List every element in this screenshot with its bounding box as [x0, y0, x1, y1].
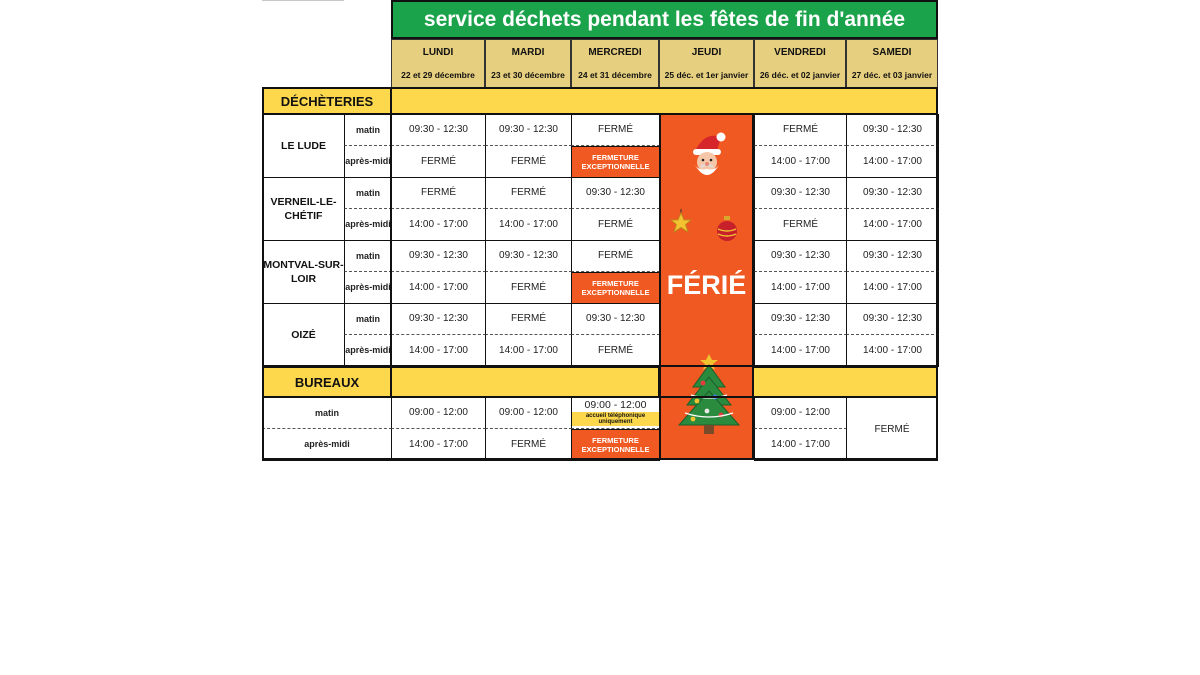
day-dates: 22 et 29 décembre	[401, 70, 475, 80]
day-header-2	[571, 39, 659, 88]
time-cell: FERMÉ	[391, 146, 486, 179]
time-cell: FERMÉ	[485, 177, 572, 209]
holiday-label: FÉRIÉ	[666, 270, 747, 300]
time-cell: 14:00 - 17:00	[391, 429, 486, 462]
time-cell: FERMÉ	[485, 272, 572, 305]
period-label: matin	[344, 303, 392, 335]
closure-cell: FERMETURE EXCEPTIONNELLE	[571, 272, 660, 305]
day-dates: 25 déc. et 1er janvier	[664, 70, 749, 80]
time-cell: 14:00 - 17:00	[391, 335, 486, 368]
holiday-column	[659, 113, 754, 460]
period-label: matin	[344, 240, 392, 272]
day-name: VENDREDI	[774, 47, 826, 58]
phone-only-badge: accueil téléphonique uniquement	[572, 412, 659, 426]
time-cell: 09:30 - 12:30	[846, 303, 939, 335]
time-cell: 14:00 - 17:00	[754, 335, 847, 368]
bureaux-label: BUREAUX	[262, 366, 392, 398]
period-label: après-midi	[344, 146, 392, 179]
time-cell: 14:00 - 17:00	[391, 209, 486, 242]
day-header-1	[485, 39, 571, 88]
day-name: JEUDI	[691, 47, 722, 58]
time-cell: 09:30 - 12:30	[485, 114, 572, 146]
bureaux-band-left	[390, 366, 660, 398]
time-cell: 14:00 - 17:00	[754, 146, 847, 179]
saturday-closed-cell: FERMÉ	[846, 397, 938, 461]
period-label: après-midi	[344, 272, 392, 305]
time-cell: FERMÉ	[571, 209, 660, 242]
time-cell: 14:00 - 17:00	[485, 335, 572, 368]
time-cell: 14:00 - 17:00	[846, 209, 939, 242]
time-cell: 09:30 - 12:30	[485, 240, 572, 272]
closure-cell: FERMETURE EXCEPTIONNELLE	[571, 146, 660, 179]
time-cell: 09:30 - 12:30	[571, 177, 660, 209]
time-cell: 09:00 - 12:00	[391, 397, 486, 429]
page-title: service déchets pendant les fêtes de fin d'année	[391, 0, 938, 39]
period-label: matin	[262, 397, 392, 429]
period-label: après-midi	[344, 209, 392, 242]
time-cell: 09:30 - 12:30	[754, 303, 847, 335]
time-cell: FERMÉ	[571, 114, 660, 146]
time-cell: 09:30 - 12:30	[571, 303, 660, 335]
period-label: après-midi	[262, 429, 392, 462]
time-cell: 09:30 - 12:30	[846, 177, 939, 209]
time-cell: 14:00 - 17:00	[754, 429, 847, 462]
period-label: matin	[344, 114, 392, 146]
time-cell: 14:00 - 17:00	[391, 272, 486, 305]
day-header-0	[391, 39, 485, 88]
time-cell: FERMÉ	[571, 335, 660, 368]
closure-cell: FERMETURE EXCEPTIONNELLE	[571, 429, 660, 462]
day-dates: 24 et 31 décembre	[578, 70, 652, 80]
site-name: VERNEIL-LE-CHÉTIF	[262, 177, 345, 241]
time-cell: FERMÉ	[485, 303, 572, 335]
time-cell: 09:30 - 12:30	[391, 303, 486, 335]
site-name: LE LUDE	[262, 114, 345, 178]
time-cell: 09:30 - 12:30	[754, 177, 847, 209]
day-name: SAMEDI	[872, 47, 912, 58]
time-cell: FERMÉ	[391, 177, 486, 209]
time-cell: 14:00 - 17:00	[846, 146, 939, 179]
period-label: après-midi	[344, 335, 392, 368]
time-cell: FERMÉ	[754, 114, 847, 146]
bauble-icon	[715, 215, 739, 243]
day-name: MERCREDI	[588, 47, 642, 58]
time-cell: FERMÉ	[485, 146, 572, 179]
time-cell	[571, 397, 660, 429]
day-dates: 23 et 30 décembre	[491, 70, 565, 80]
site-name: OIZÉ	[262, 303, 345, 367]
time-cell: 09:00 - 12:00	[485, 397, 572, 429]
time-cell: 09:30 - 12:30	[846, 240, 939, 272]
time-cell: 09:30 - 12:30	[754, 240, 847, 272]
time-cell: 09:30 - 12:30	[391, 240, 486, 272]
time-cell: 14:00 - 17:00	[846, 272, 939, 305]
star-ornament-icon	[669, 209, 693, 235]
time-cell: 14:00 - 17:00	[846, 335, 939, 368]
top-divider	[262, 0, 344, 1]
time-cell: 14:00 - 17:00	[485, 209, 572, 242]
time-cell: 14:00 - 17:00	[754, 272, 847, 305]
santa-icon	[687, 129, 727, 185]
time-cell: FERMÉ	[754, 209, 847, 242]
site-name: MONTVAL-SUR-LOIR	[262, 240, 345, 304]
time-cell: FERMÉ	[485, 429, 572, 462]
christmas-tree-icon	[677, 351, 741, 435]
day-header-5	[846, 39, 938, 88]
time-cell: 09:30 - 12:30	[846, 114, 939, 146]
day-dates: 27 déc. et 03 janvier	[851, 70, 933, 80]
day-name: LUNDI	[422, 47, 454, 58]
time-cell: 09:00 - 12:00	[754, 397, 847, 429]
day-dates: 26 déc. et 02 janvier	[759, 70, 841, 80]
day-header-3	[659, 39, 754, 88]
period-label: matin	[344, 177, 392, 209]
day-header-4	[754, 39, 846, 88]
time-value: 09:00 - 12:00	[584, 399, 647, 412]
time-cell: FERMÉ	[571, 240, 660, 272]
decheteries-band	[390, 87, 938, 115]
decheteries-label: DÉCHÈTERIES	[262, 87, 392, 115]
day-name: MARDI	[511, 47, 545, 58]
bureaux-band-right	[752, 366, 938, 398]
time-cell: 09:30 - 12:30	[391, 114, 486, 146]
